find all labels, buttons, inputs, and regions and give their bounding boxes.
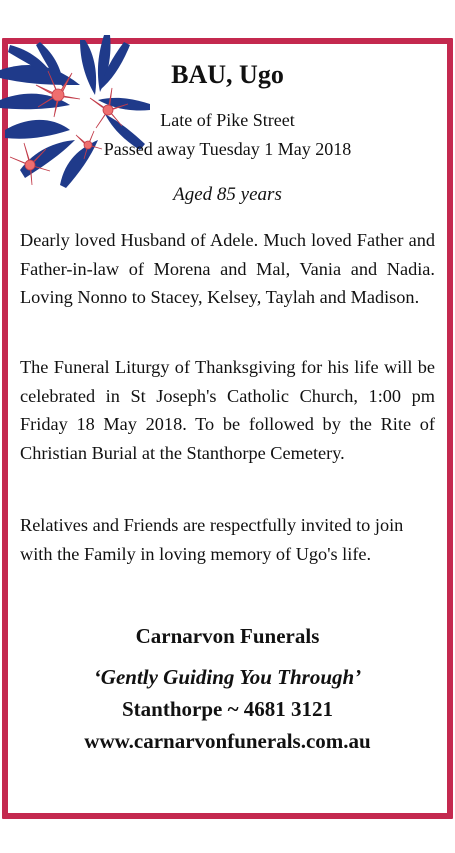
funeral-director-phone: Stanthorpe ~ 4681 3121 <box>121 697 333 721</box>
funeral-paragraph: The Funeral Liturgy of Thanksgiving for his life will be celebrated in St Joseph's Catholic Church, 1:00 pm Friday 18 May 2018. To be followed by the Rite of Christian Burial at the Stanthorpe Cemetery. <box>20 357 435 463</box>
deceased-name: BAU, Ugo <box>171 60 284 89</box>
family-paragraph: Dearly loved Husband of Adele. Much loved Father and Father-in-law of Morena and Mal, Vania and Nadia. Loving Nonno to Stacey, Kelsey, Taylah and Madison. <box>20 230 435 307</box>
address-line: Late of Pike Street <box>160 110 295 130</box>
passed-line: Passed away Tuesday 1 May 2018 <box>103 139 352 159</box>
funeral-director-name: Carnarvon Funerals <box>135 624 320 648</box>
funeral-director-slogan: ‘Gently Guiding You Through’ <box>93 665 362 689</box>
funeral-director-website[interactable]: www.carnarvonfunerals.com.au <box>84 729 371 753</box>
age-line: Aged 85 years <box>173 184 282 205</box>
invite-paragraph: Relatives and Friends are respectfully invited to join with the Family in loving memory of Ugo's life. <box>20 515 404 564</box>
